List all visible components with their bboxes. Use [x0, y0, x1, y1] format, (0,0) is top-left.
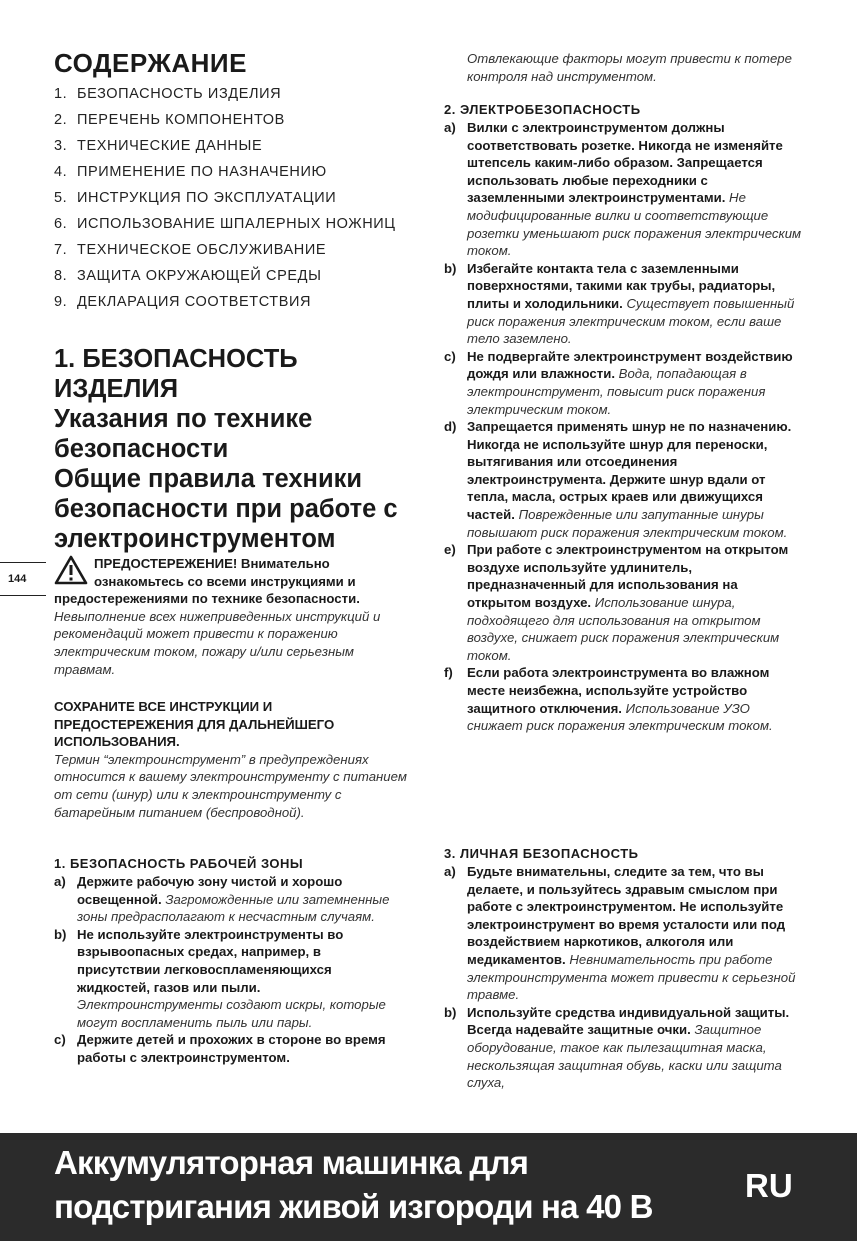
section-title-line: ИЗДЕЛИЯ [54, 375, 179, 403]
list-item: a) Держите рабочую зону чистой и хорошо освещенной. Загроможденные или затемненные зоны предрасполагают к несчастным случаям. [54, 874, 390, 925]
personal-section [444, 846, 804, 1092]
list-item: b) Используйте средства индивидуальной защиты. Всегда надевайте защитные очки. Защитное оборудование, такое как пылезащитная маска, нескользящая защитная обувь, каски или защита слуха, [444, 1004, 790, 1091]
list-item: c) Не подвергайте электроинструмент воздействию дождя или влажности. Вода, попадающая в электроинструмент, повысит риск поражения электрическим током. [444, 348, 793, 417]
toc-item[interactable]: 8. ЗАЩИТА ОКРУЖАЮЩЕЙ СРЕДЫ [54, 268, 322, 284]
toc-item[interactable]: 5. ИНСТРУКЦИЯ ПО ЭКСПЛУАТАЦИИ [54, 190, 337, 206]
warning-block [54, 555, 402, 678]
list-item: d) Запрещается применять шнур не по назначению. Никогда не используйте шнур для переноски, вытягивания или отсоединения электроинструмента. Держите шнур вдали от тепла, масла, острых краев или движущихся частей. Поврежденные или запутанные шнуры повышают риск поражения электрическим током. [444, 419, 792, 540]
table-of-contents [54, 84, 396, 318]
footer-bar [0, 1133, 857, 1241]
list-item: e) При работе с электроинструментом на открытом воздухе используйте удлинитель, предназначенный для использования на открытом воздухе. Использование шнура, подходящего для использования на открытом воздухе, снижает риск поражения электрическим током. [444, 542, 789, 663]
work-area-section [54, 856, 394, 1067]
list-item: a) Вилки с электроинструментом должны соответствовать розетке. Никогда не изменяйте штепсель каким-либо образом. Запрещается использовать любые переходники с заземленными электроинструментами. Не модифицированные вилки и соответствующие розетки уменьшают риск поражения электрическим током. [444, 120, 802, 259]
personal-heading: 3. ЛИЧНАЯ БЕЗОПАСНОСТЬ [444, 846, 639, 861]
toc-item[interactable]: 3. ТЕХНИЧЕСКИЕ ДАННЫЕ [54, 138, 263, 154]
toc-item[interactable]: 4. ПРИМЕНЕНИЕ ПО НАЗНАЧЕНИЮ [54, 164, 327, 180]
toc-item[interactable]: 1. БЕЗОПАСНОСТЬ ИЗДЕЛИЯ [54, 86, 282, 102]
list-item: a) Будьте внимательны, следите за тем, что вы делаете, и пользуйтесь здравым смыслом при работе с электроинструментом. Не используйте электроинструмент во время усталости или под воздействием наркотиков, алкоголя или медикаментов. Невнимательность при работе электроинструмента может привести к серьезной травме. [444, 864, 796, 1003]
subtitle-line: Общие правила техники [54, 465, 363, 493]
contents-heading: СОДЕРЖАНИЕ [54, 48, 247, 78]
save-instructions-title: СОХРАНИТЕ ВСЕ ИНСТРУКЦИИ И ПРЕДОСТЕРЕЖЕНИЯ ДЛЯ ДАЛЬНЕЙШЕГО ИСПОЛЬЗОВАНИЯ. [54, 699, 335, 750]
subtitle-line: безопасности при работе с [54, 495, 398, 523]
section-1-heading [54, 344, 414, 554]
electrical-heading: 2. ЭЛЕКТРОБЕЗОПАСНОСТЬ [444, 102, 641, 117]
warning-icon [54, 555, 88, 585]
electrical-section [444, 102, 804, 735]
toc-item[interactable]: 9. ДЕКЛАРАЦИЯ СООТВЕТСТВИЯ [54, 294, 312, 310]
toc-item[interactable]: 2. ПЕРЕЧЕНЬ КОМПОНЕНТОВ [54, 112, 285, 128]
continuation-text: Отвлекающие факторы могут привести к потере контроля над инструментом. [467, 51, 792, 84]
save-instructions-note: Термин “электроинструмент” в предупреждениях относится к вашему электроинструменту с питанием от сети (шнур) или к электроинструменту с батарейным питанием (беспроводной). [54, 751, 407, 820]
subtitle-line: электроинструментом [54, 525, 336, 553]
list-item: c) Держите детей и прохожих в стороне во время работы с электроинструментом. [54, 1032, 386, 1065]
list-item: f) Если работа электроинструмента во влажном месте неизбежна, используйте устройство защитного отключения. Использование УЗО снижает риск поражения электрическим током. [444, 665, 773, 734]
subtitle-line: безопасности [54, 435, 229, 463]
warning-note: Невыполнение всех нижеприведенных инструкций и рекомендаций может привести к поражению электрическим током, пожару и/или серьезным травмам. [54, 608, 381, 677]
work-area-heading: 1. БЕЗОПАСНОСТЬ РАБОЧЕЙ ЗОНЫ [54, 856, 304, 871]
list-item: b) Не используйте электроинструменты во взрывоопасных средах, например, в присутствии легковоспламеняющихся жидкостей, газов или пыли. Электроинструменты создают искры, которые могут воспламенить пыль или пары. [54, 926, 386, 1030]
section-title-line: 1. БЕЗОПАСНОСТЬ [54, 345, 298, 373]
product-title: Аккумуляторная машинка для подстригания живой изгороди на 40 В [54, 1144, 653, 1225]
toc-item[interactable]: 7. ТЕХНИЧЕСКОЕ ОБСЛУЖИВАНИЕ [54, 242, 327, 258]
page-number: 144 [0, 562, 46, 596]
save-instructions [54, 698, 409, 821]
list-item: b) Избегайте контакта тела с заземленными поверхностями, такими как трубы, радиаторы, плиты и холодильники. Существует повышенный риск поражения электрическим током, если ваше тело заземлено. [444, 260, 795, 347]
toc-item[interactable]: 6. ИСПОЛЬЗОВАНИЕ ШПАЛЕРНЫХ НОЖНИЦ [54, 216, 396, 232]
subtitle-line: Указания по технике [54, 405, 313, 433]
language-code: RU [745, 1167, 793, 1204]
warning-text: ПРЕДОСТЕРЕЖЕНИЕ! Внимательно ознакомьтесь со всеми инструкциями и предостережениями по технике безопасности. [54, 556, 360, 607]
